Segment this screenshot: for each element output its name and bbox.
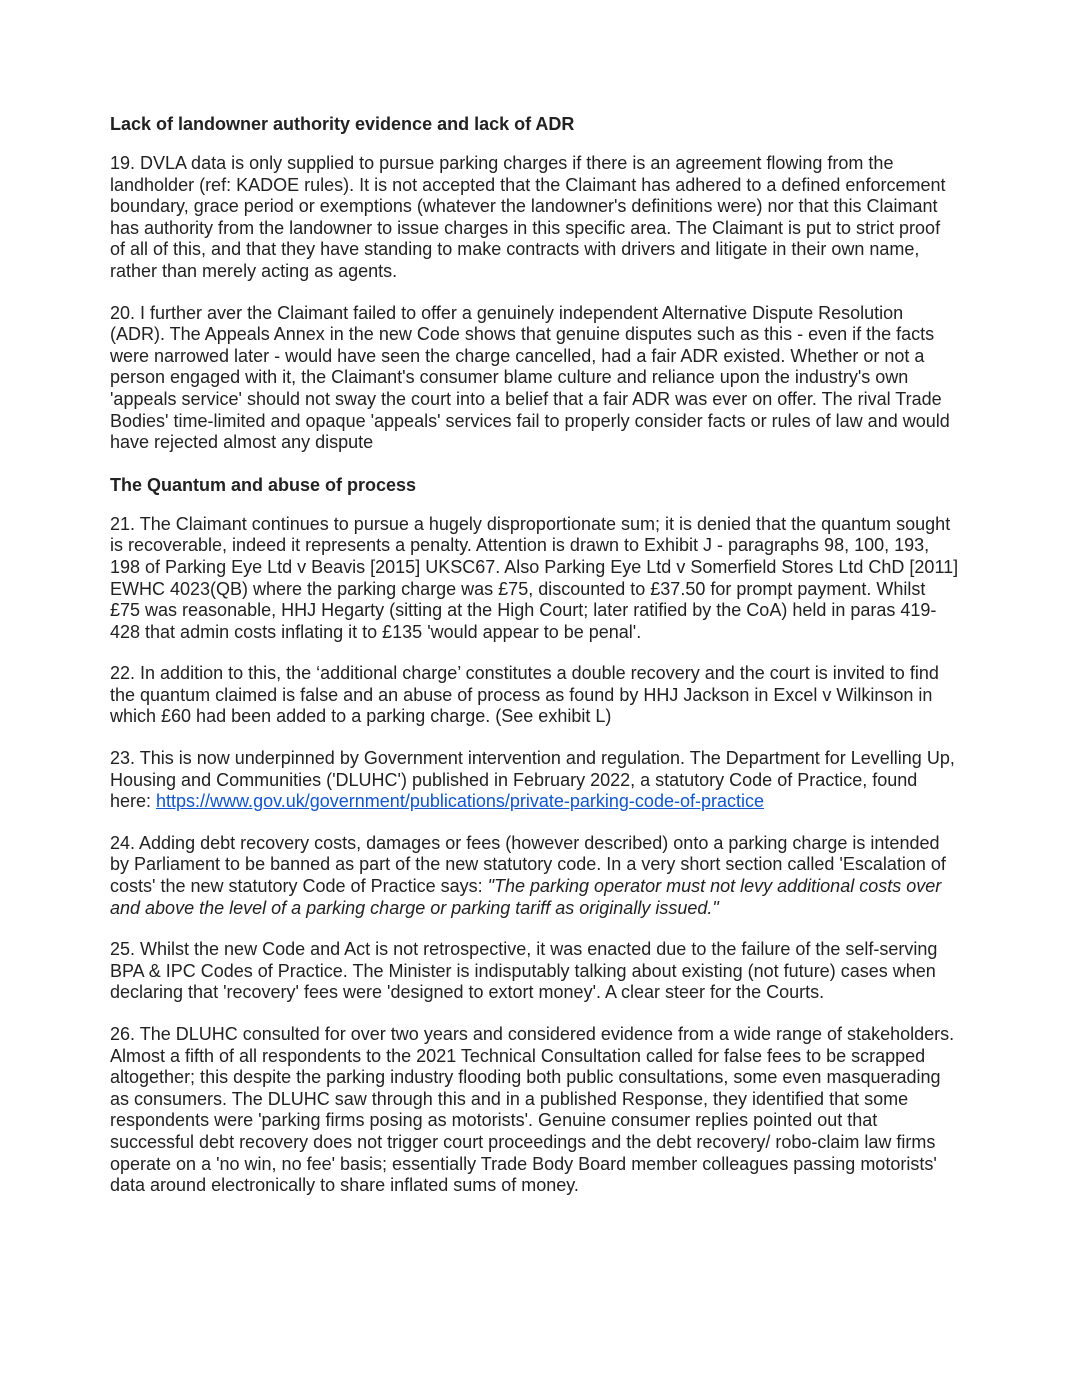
paragraph-21: 21. The Claimant continues to pursue a hugely disproportionate sum; it is denied that the quantum sought is recoverable, indeed it represents a penalty. Attention is drawn to Exhibit J - paragraphs 98, 100, 193, 198 of Parking Eye Ltd v Beavis [2015] UKSC67. Also Parking Eye Ltd v Somerfield Stores Ltd ChD [2011] EWHC 4023(QB) where the parking charge was £75, discounted to £37.50 for prompt payment. Whilst £75 was reasonable, HHJ Hegarty (sitting at the High Court; later ratified by the CoA) held in paras 419-428 that admin costs inflating it to £135 'would appear to be penal'. <box>110 513 959 642</box>
paragraph-19: 19. DVLA data is only supplied to pursue parking charges if there is an agreement flowing from the landholder (ref: KADOE rules). It is not accepted that the Claimant has adhered to a defined enforcement boundary, grace period or exemptions (whatever the landowner's definitions were) nor that this Claimant has authority from the landowner to issue charges in this specific area. The Claimant is put to strict proof of all of this, and that they have standing to make contracts with drivers and litigate in their own name, rather than merely acting as agents. <box>110 153 946 281</box>
paragraph-20: 20. I further aver the Claimant failed to offer a genuinely independent Alternative Dispute Resolution (ADR). The Appeals Annex in the new Code shows that genuine disputes such as this - even if the facts were narrowed later - would have seen the charge cancelled, had a fair ADR existed. Whether or not a person engaged with it, the Claimant's consumer blame culture and reliance upon the industry's own 'appeals service' should not sway the court into a belief that a fair ADR was ever on offer. The rival Trade Bodies' time-limited and opaque 'appeals' services fail to properly consider facts or rules of law and would have rejected almost any dispute <box>110 302 950 453</box>
document-page <box>110 113 960 1217</box>
paragraph-24 <box>110 833 960 919</box>
paragraph-23 <box>110 748 960 813</box>
section-heading-landowner-authority: Lack of landowner authority evidence and lack of ADR <box>110 114 575 134</box>
paragraph-24-quote: "The parking operator must not levy additional costs over and above the level of a parking charge or parking tariff as originally issued." <box>110 876 942 918</box>
paragraph-22: 22. In addition to this, the ‘additional charge’ constitutes a double recovery and the court is invited to find the quantum claimed is false and an abuse of process as found by HHJ Jackson in Excel v Wilkinson in which £60 had been added to a parking charge. (See exhibit L) <box>110 663 939 727</box>
code-of-practice-link[interactable]: https://www.gov.uk/government/publications/private-parking-code-of-practice <box>156 791 764 812</box>
paragraph-23-text: 23. This is now underpinned by Government intervention and regulation. The Department for Levelling Up, Housing and Communities ('DLUHC') published in February 2022, a statutory Code of Practice, found here: <box>110 748 955 812</box>
section-heading-quantum: The Quantum and abuse of process <box>110 474 417 495</box>
paragraph-24-text: 24. Adding debt recovery costs, damages or fees (however described) onto a parking charge is intended by Parliament to be banned as part of the new statutory code. In a very short section called 'Escalation of costs' the new statutory Code of Practice says: <box>110 832 946 897</box>
paragraph-25: 25. Whilst the new Code and Act is not retrospective, it was enacted due to the failure of the self-serving BPA & IPC Codes of Practice. The Minister is indisputably talking about existing (not future) cases when declaring that 'recovery' fees were 'designed to extort money'. A clear steer for the Courts. <box>110 939 938 1003</box>
paragraph-26: 26. The DLUHC consulted for over two years and considered evidence from a wide range of stakeholders. Almost a fifth of all respondents to the 2021 Technical Consultation called for false fees to be scrapped altogether; this despite the parking industry flooding both public consultations, some even masquerading as consumers. The DLUHC saw through this and in a published Response, they identified that some respondents were 'parking firms posing as motorists'. Genuine consumer replies pointed out that successful debt recovery does not trigger court proceedings and the debt recovery/ robo-claim law firms operate on a 'no win, no fee' basis; essentially Trade Body Board member colleagues passing motorists' data around electronically to share inflated sums of money. <box>110 1024 955 1196</box>
